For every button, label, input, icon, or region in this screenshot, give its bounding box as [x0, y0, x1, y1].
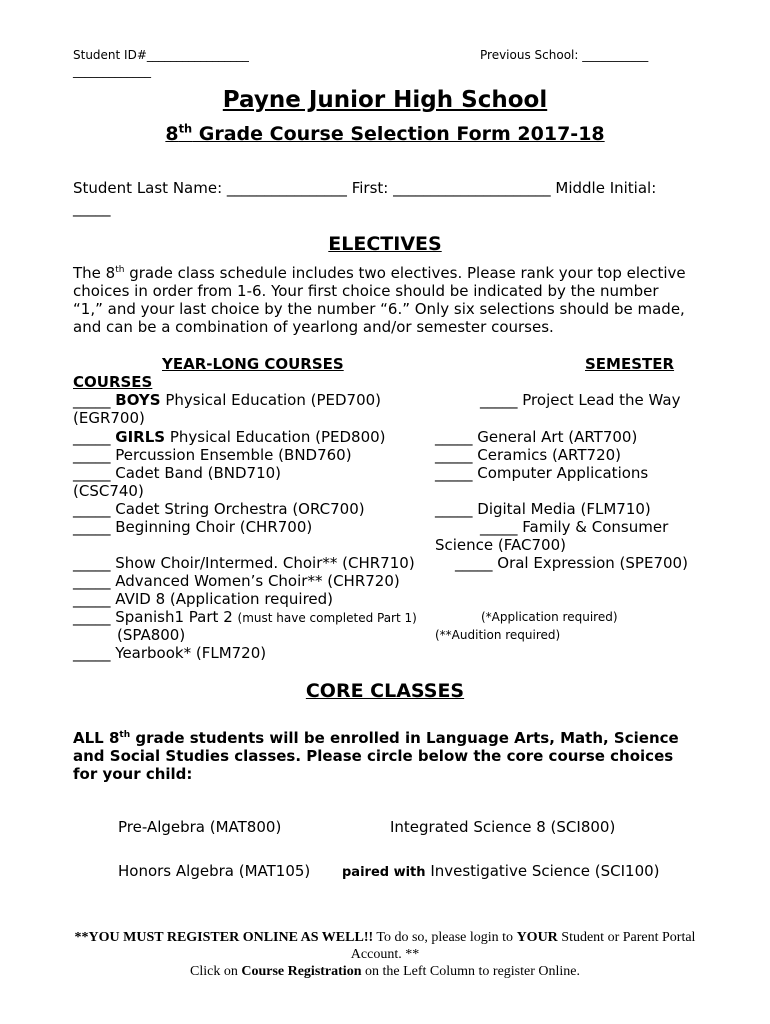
course-avid[interactable] [73, 590, 333, 608]
note-text: Click on [189, 964, 242, 979]
registration-note-line: Account. ** [350, 947, 420, 962]
course-egr-code: (EGR700) [73, 409, 145, 427]
previous-school-blank-continued[interactable]: _____________ [73, 64, 151, 78]
registration-note [60, 929, 710, 980]
form-title [0, 123, 770, 145]
course-boys-pe[interactable] [73, 391, 381, 409]
electives-intro-line: choices in order from 1-6. Your first choice should be indicated by the number [73, 282, 659, 300]
rank-blank[interactable]: _____ [73, 518, 111, 536]
rank-blank[interactable]: _____ [73, 590, 111, 608]
course-cadet-band[interactable] [73, 464, 281, 482]
electives-heading: ELECTIVES [328, 233, 442, 255]
rank-blank[interactable]: _____ [435, 446, 473, 464]
course-label: Cadet String Orchestra (ORC700) [110, 500, 365, 518]
registration-note-line [60, 929, 710, 946]
registration-note-line [60, 963, 710, 980]
rank-blank[interactable]: _____ [480, 518, 518, 536]
course-label: Beginning Choir (CHR700) [110, 518, 313, 536]
core-instructions-line [73, 729, 703, 747]
form-title-grade: 8 [165, 123, 179, 145]
previous-school-blank[interactable]: ___________ [582, 48, 649, 62]
must-register-text: **YOU MUST REGISTER ONLINE AS WELL!! [74, 930, 374, 945]
course-beginning-choir[interactable] [73, 518, 312, 536]
last-name-label: Student Last Name: [73, 179, 223, 197]
rank-blank[interactable]: _____ [73, 500, 111, 518]
previous-school-field [480, 48, 648, 62]
form-title-sup: th [178, 121, 193, 136]
course-csc-code: (CSC740) [73, 482, 144, 500]
course-label: Ceramics (ART720) [472, 446, 622, 464]
student-id-blank[interactable]: _________________ [146, 48, 249, 62]
electives-intro-line: “1,” and your last choice by the number “6.” Only six selections should be made, [73, 300, 685, 318]
course-string-orchestra[interactable] [73, 500, 365, 518]
first-name-label: First: [351, 179, 389, 197]
core-text: grade students will be enrolled in Language Arts, Math, Science [130, 729, 679, 747]
student-name-row [73, 179, 656, 197]
rank-blank[interactable]: _____ [73, 644, 111, 662]
core-instructions-line: for your child: [73, 765, 193, 783]
option-investigative-science[interactable] [342, 862, 660, 880]
course-project-lead-the-way[interactable] [480, 391, 681, 409]
course-spanish[interactable] [73, 608, 417, 626]
course-label: Digital Media (FLM710) [472, 500, 651, 518]
course-label: Oral Expression (SPE700) [492, 554, 688, 572]
courses-heading: COURSES [73, 373, 153, 391]
course-emphasis: BOYS [115, 391, 161, 409]
course-label: Computer Applications [472, 464, 649, 482]
option-honors-algebra[interactable]: Honors Algebra (MAT105) [118, 862, 311, 880]
rank-blank[interactable]: _____ [480, 391, 518, 409]
intro-text: grade class schedule includes two electives. Please rank your top elective [124, 264, 686, 282]
course-yearbook[interactable] [73, 644, 266, 662]
paired-with-label: paired with [342, 865, 426, 880]
core-sup: th [119, 730, 131, 740]
course-label: Cadet Band (BND710) [110, 464, 282, 482]
course-label: Family & Consumer [517, 518, 669, 536]
note-emphasis: YOUR [516, 930, 558, 945]
course-advanced-womens-choir[interactable] [73, 572, 400, 590]
core-instructions [73, 729, 703, 783]
rank-blank[interactable]: _____ [73, 428, 111, 446]
yearlong-heading: YEAR-LONG COURSES [162, 355, 344, 373]
core-classes-heading: CORE CLASSES [305, 680, 465, 702]
course-label: General Art (ART700) [472, 428, 638, 446]
intro-text: The 8 [73, 264, 116, 282]
option-pre-algebra[interactable]: Pre-Algebra (MAT800) [118, 818, 282, 836]
previous-school-label: Previous School: [480, 48, 579, 62]
course-label: Physical Education (PED700) [160, 391, 382, 409]
course-label: Percussion Ensemble (BND760) [110, 446, 352, 464]
form-title-text: Grade Course Selection Form 2017-18 [192, 123, 605, 145]
course-label: Investigative Science (SCI100) [430, 862, 660, 880]
course-digital-media[interactable] [435, 500, 651, 518]
student-id-label: Student ID# [73, 48, 147, 62]
rank-blank[interactable]: _____ [435, 464, 473, 482]
rank-blank[interactable]: _____ [73, 391, 111, 409]
rank-blank[interactable]: _____ [73, 572, 111, 590]
course-show-choir[interactable] [73, 554, 415, 572]
rank-blank[interactable]: _____ [455, 554, 493, 572]
rank-blank[interactable]: _____ [435, 428, 473, 446]
course-computer-applications[interactable] [435, 464, 648, 482]
note-text: on the Left Column to register Online. [361, 964, 580, 979]
electives-intro-line: and can be a combination of yearlong and/or semester courses. [73, 318, 554, 336]
first-name-blank[interactable]: _____________________ [393, 179, 551, 197]
course-registration-text: Course Registration [241, 964, 362, 979]
course-general-art[interactable] [435, 428, 637, 446]
option-integrated-science[interactable]: Integrated Science 8 (SCI800) [390, 818, 616, 836]
course-spa-code: (SPA800) [117, 626, 186, 644]
course-label: AVID 8 (Application required) [110, 590, 334, 608]
last-name-blank[interactable]: ________________ [226, 179, 347, 197]
student-id-field [73, 48, 249, 62]
core-text: ALL 8 [73, 729, 120, 747]
course-note: (must have completed Part 1) [237, 611, 417, 625]
note-text: Student or Parent Portal [557, 930, 696, 945]
course-label: Yearbook* (FLM720) [110, 644, 267, 662]
course-percussion[interactable] [73, 446, 352, 464]
course-family-consumer[interactable] [480, 518, 668, 536]
application-note: (*Application required) [481, 610, 618, 624]
middle-initial-blank[interactable]: _____ [73, 199, 111, 217]
course-oral-expression[interactable] [455, 554, 688, 572]
electives-intro [73, 264, 693, 336]
course-label: Show Choir/Intermed. Choir** (CHR710) [110, 554, 415, 572]
semester-heading: SEMESTER [585, 355, 675, 373]
course-emphasis: GIRLS [115, 428, 166, 446]
intro-sup: th [115, 265, 125, 275]
electives-intro-line [73, 264, 693, 282]
rank-blank[interactable]: _____ [73, 446, 111, 464]
rank-blank[interactable]: _____ [73, 464, 111, 482]
school-title: Payne Junior High School [222, 87, 548, 113]
rank-blank[interactable]: _____ [73, 554, 111, 572]
course-label: Project Lead the Way [517, 391, 681, 409]
course-label: Spanish1 Part 2 [110, 608, 238, 626]
rank-blank[interactable]: _____ [73, 608, 111, 626]
course-girls-pe[interactable] [73, 428, 386, 446]
audition-note: (**Audition required) [435, 628, 561, 642]
course-ceramics[interactable] [435, 446, 621, 464]
course-fac-code: Science (FAC700) [435, 536, 566, 554]
rank-blank[interactable]: _____ [435, 500, 473, 518]
middle-initial-label: Middle Initial: [555, 179, 657, 197]
note-text: To do so, please login to [373, 930, 517, 945]
course-label: Advanced Women’s Choir** (CHR720) [110, 572, 400, 590]
course-label: Physical Education (PED800) [165, 428, 386, 446]
core-instructions-line: and Social Studies classes. Please circle below the core course choices [73, 747, 674, 765]
